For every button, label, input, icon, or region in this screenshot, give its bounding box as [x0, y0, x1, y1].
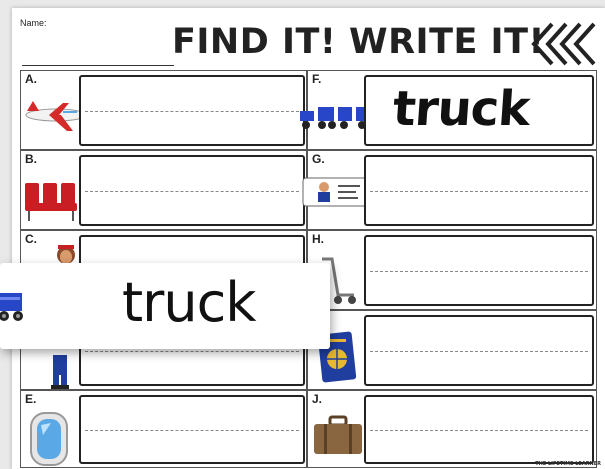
baggage-truck-icon	[0, 289, 28, 323]
answer-box[interactable]	[364, 235, 594, 306]
item-letter: G.	[312, 152, 325, 166]
airplane-window-icon	[29, 411, 69, 467]
item-letter: J.	[312, 392, 323, 406]
answer-box[interactable]	[364, 155, 594, 226]
answer-box[interactable]	[364, 395, 594, 464]
answer-box[interactable]	[79, 155, 305, 226]
item-cell-h	[307, 230, 597, 310]
answer-box[interactable]	[79, 75, 305, 146]
item-letter: A.	[25, 72, 37, 86]
name-label: Name:	[20, 18, 47, 28]
name-line[interactable]	[22, 65, 174, 66]
item-letter: B.	[25, 152, 37, 166]
brand-label: THE LIFETIME LEARNER	[535, 461, 601, 467]
item-cell-i	[307, 310, 597, 390]
item-letter: E.	[25, 392, 37, 406]
word-card[interactable]	[0, 263, 330, 349]
word-card-text: truck	[122, 271, 256, 334]
item-cell-j	[307, 390, 597, 468]
item-letter: F.	[312, 72, 322, 86]
item-cell-b	[20, 150, 307, 230]
item-cell-f	[307, 70, 597, 150]
worksheet-title: FIND IT! WRITE IT!	[172, 22, 545, 62]
answer-box[interactable]	[364, 315, 594, 386]
boarding-pass-icon	[302, 177, 368, 207]
item-letter: C.	[25, 232, 37, 246]
baggage-truck-icon	[298, 101, 372, 131]
suitcase-icon	[312, 415, 364, 457]
answer-box[interactable]	[364, 75, 594, 146]
item-cell-a	[20, 70, 307, 150]
item-cell-e	[20, 390, 307, 468]
item-cell-g	[307, 150, 597, 230]
handwritten-answer: truck	[391, 81, 532, 137]
chevrons-icon	[524, 20, 605, 68]
airplane-seats-icon	[23, 181, 79, 223]
pilot-icon	[47, 355, 73, 389]
worksheet	[12, 8, 605, 469]
answer-box[interactable]	[79, 395, 305, 464]
item-letter: H.	[312, 232, 324, 246]
